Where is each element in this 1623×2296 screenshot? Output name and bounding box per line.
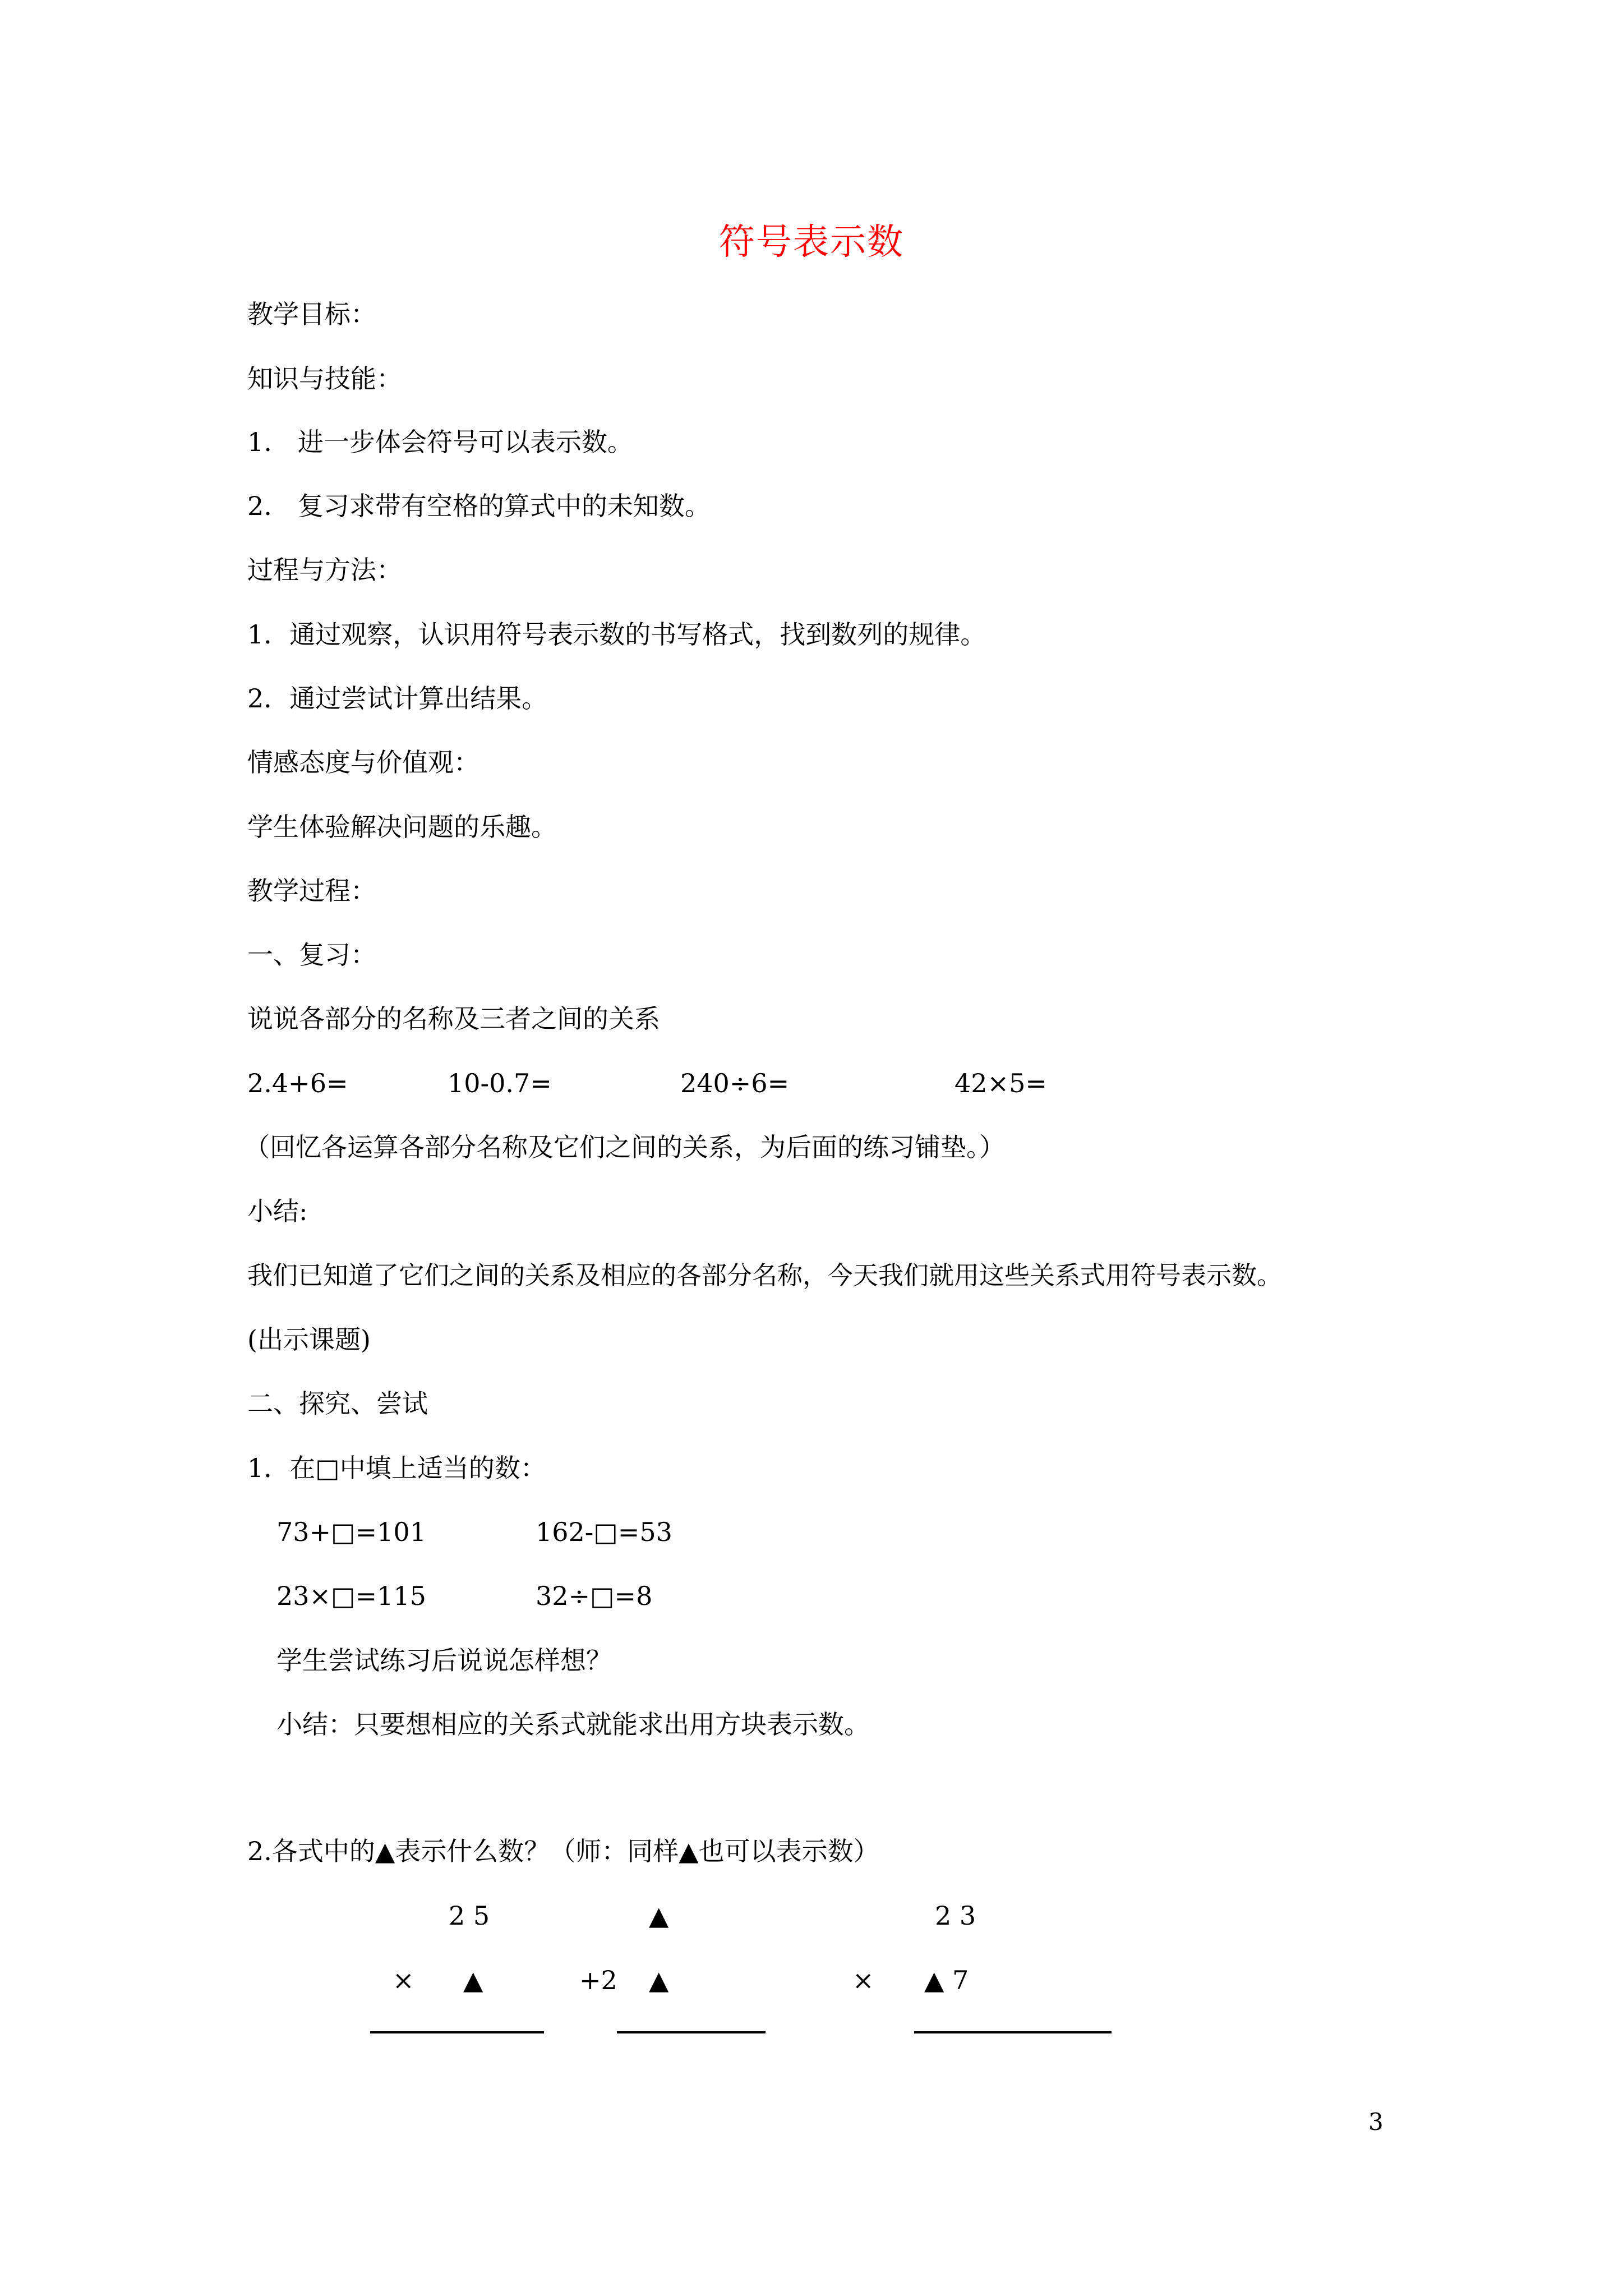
vertical-bottom: ▲ 7 bbox=[924, 1965, 969, 1995]
task-prompt: 学生尝试练习后说说怎样想？ bbox=[276, 1645, 612, 1676]
vertical-rule bbox=[914, 2031, 1112, 2033]
review-expression: 240÷6= bbox=[680, 1068, 790, 1098]
vertical-top: ▲ bbox=[649, 1901, 669, 1931]
summary-text: 我们已知道了它们之间的关系及相应的各部分名称，今天我们就用这些关系式用符号表示数。 bbox=[247, 1260, 1283, 1290]
task-heading: 2.各式中的▲表示什么数？（师：同样▲也可以表示数） bbox=[247, 1836, 879, 1866]
vertical-rule bbox=[617, 2031, 766, 2033]
vertical-bottom: ▲ bbox=[463, 1965, 483, 1995]
text-line: 1．通过观察，认识用符号表示数的书写格式，找到数列的规律。 bbox=[247, 619, 986, 650]
text-line: 情感态度与价值观： bbox=[247, 747, 479, 777]
section-heading: 二、探究、尝试 bbox=[247, 1388, 428, 1419]
text-line: 知识与技能： bbox=[247, 364, 402, 394]
vertical-rule bbox=[370, 2031, 544, 2033]
task-heading: 1．在□中填上适当的数： bbox=[247, 1453, 546, 1483]
vertical-operator: +2 bbox=[579, 1965, 617, 1995]
vertical-top: 2 5 bbox=[449, 1901, 490, 1931]
vertical-top: 2 3 bbox=[935, 1901, 976, 1931]
text-line: 2．通过尝试计算出结果。 bbox=[247, 683, 548, 714]
fill-equation: 23×□=115 bbox=[276, 1581, 426, 1611]
text-line: 教学过程： bbox=[247, 876, 376, 906]
page-title: 符号表示数 bbox=[719, 222, 904, 263]
summary-label: 小结: bbox=[247, 1196, 308, 1226]
text-line: 2. 复习求带有空格的算式中的未知数。 bbox=[247, 491, 711, 521]
text-line: 学生体验解决问题的乐趣。 bbox=[247, 812, 557, 842]
text-line: 1. 进一步体会符号可以表示数。 bbox=[247, 427, 633, 457]
review-expression: 2.4+6= bbox=[247, 1068, 348, 1098]
review-expression: 10-0.7= bbox=[448, 1068, 552, 1098]
text-line: 教学目标： bbox=[247, 299, 376, 329]
fill-equation: 73+□=101 bbox=[276, 1517, 426, 1547]
vertical-bottom: ▲ bbox=[649, 1965, 669, 1995]
text-line: 一、复习： bbox=[247, 940, 376, 970]
vertical-operator: × bbox=[393, 1965, 414, 1995]
vertical-operator: × bbox=[852, 1965, 874, 1995]
page-number: 3 bbox=[1368, 2108, 1384, 2136]
text-line: 过程与方法： bbox=[247, 555, 402, 585]
fill-equation: 32÷□=8 bbox=[536, 1581, 653, 1611]
fill-equation: 162-□=53 bbox=[536, 1517, 672, 1547]
show-topic: (出示课题) bbox=[247, 1324, 371, 1355]
review-expression: 42×5= bbox=[955, 1068, 1047, 1098]
review-note: （回忆各运算各部分名称及它们之间的关系，为后面的练习铺垫。） bbox=[244, 1132, 1005, 1162]
text-line: 说说各部分的名称及三者之间的关系 bbox=[247, 1004, 660, 1034]
task-summary: 小结：只要想相应的关系式就能求出用方块表示数。 bbox=[276, 1709, 870, 1740]
